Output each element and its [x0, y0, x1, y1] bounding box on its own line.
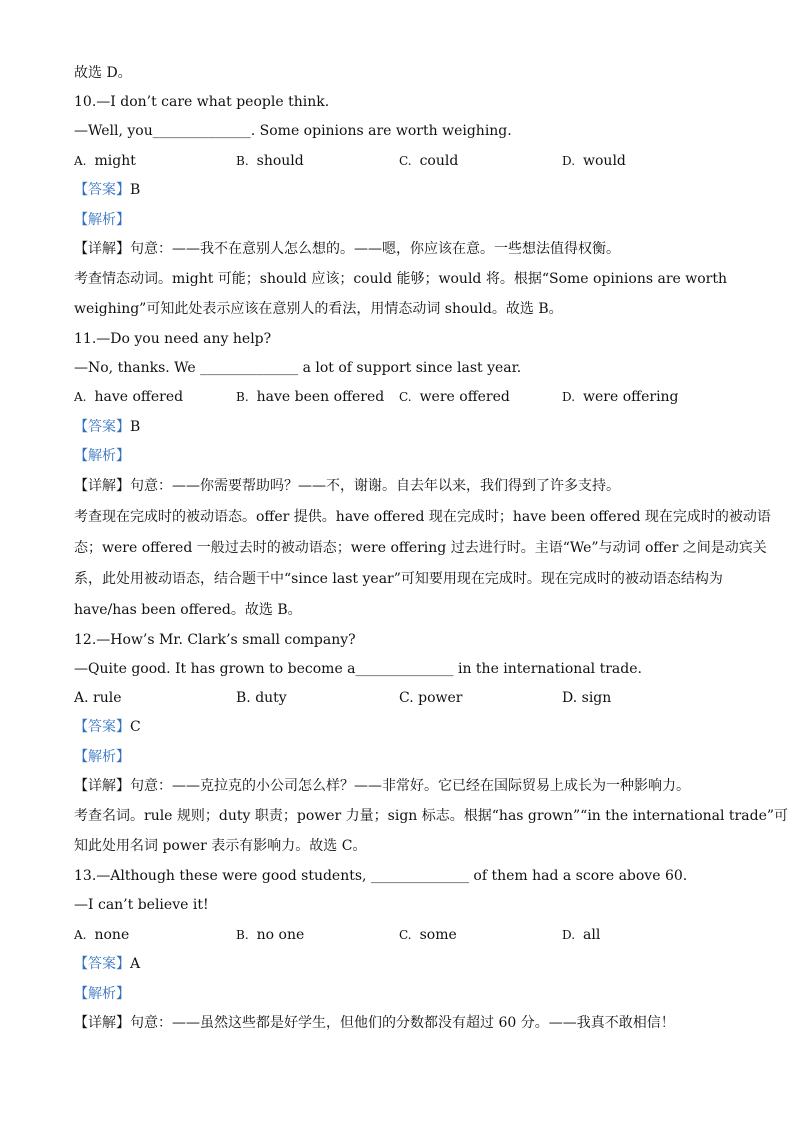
option-key: C. [399, 390, 412, 404]
answer-label: 【答案】 [74, 419, 130, 435]
option-key: D. [562, 928, 576, 942]
option-text: have been offered [256, 389, 385, 405]
q10-analysis-label: 【解析】 [74, 212, 130, 228]
q13-stem-line2: —I can’t believe it! [74, 897, 209, 913]
q11-option-a [74, 388, 183, 406]
q13-option-c [399, 926, 457, 944]
q12-stem-line1: 12.—How’s Mr. Clark’s small company? [74, 632, 356, 648]
q13-detail: 【详解】句意：——虽然这些都是好学生，但他们的分数都没有超过 60 分。——我真不敢相信！ [74, 1015, 675, 1031]
option-text: were offered [419, 389, 510, 405]
q11-detail: 【详解】句意：——你需要帮助吗？——不，谢谢。自去年以来，我们得到了许多支持。 [74, 478, 620, 494]
q13-option-b [236, 926, 304, 944]
q11-explanation-line3: 系，此处用被动语态，结合题干中“since last year”可知要用现在完成时。现在完成时的被动语态结构为 [74, 571, 723, 587]
option-key: A. [74, 928, 87, 942]
option-key: B. [236, 390, 249, 404]
option-text: all [583, 927, 601, 943]
q11-option-d [562, 388, 679, 406]
q10-detail: 【详解】句意：——我不在意别人怎么想的。——嗯，你应该在意。一些想法值得权衡。 [74, 241, 620, 257]
option-key: D. [562, 154, 576, 168]
q11-explanation-line1: 考查现在完成时的被动语态。offer 提供。have offered 现在完成时；have been offered 现在完成时的被动语 [74, 509, 771, 525]
q13-stem-line1: 13.—Although these were good students, ______________ of them had a score above 60. [74, 868, 688, 884]
option-key: B. [236, 154, 249, 168]
answer-value: A [130, 956, 141, 972]
q11-explanation-line2: 态；were offered 一般过去时的被动语态；were offering 过去进行时。主语“We”与动词 offer 之间是动宾关 [74, 540, 767, 556]
option-key: C. [399, 690, 414, 706]
option-text: rule [93, 690, 122, 706]
option-text: no one [256, 927, 305, 943]
q10-option-b [236, 152, 304, 170]
option-key: B. [236, 690, 251, 706]
previous-conclusion: 故选 D。 [74, 65, 132, 81]
option-text: sign [581, 690, 612, 706]
q13-answer [74, 955, 140, 973]
q12-stem-line2: —Quite good. It has grown to become a______________ in the international trade. [74, 661, 642, 677]
option-text: were offering [583, 389, 679, 405]
q10-stem-line2: —Well, you______________. Some opinions are worth weighing. [74, 123, 512, 139]
option-key: A. [74, 154, 87, 168]
q12-explanation-line1: 考查名词。rule 规则；duty 职责；power 力量；sign 标志。根据“has grown”“in the international trade”可 [74, 808, 789, 824]
option-text: could [419, 153, 459, 169]
answer-value: B [130, 182, 141, 198]
option-key: D. [562, 690, 578, 706]
q11-stem-line1: 11.—Do you need any help? [74, 331, 272, 347]
option-text: some [419, 927, 457, 943]
q12-option-b [236, 689, 287, 707]
q13-analysis-label: 【解析】 [74, 986, 130, 1002]
q12-answer [74, 718, 141, 736]
q11-stem-line2: —No, thanks. We ______________ a lot of support since last year. [74, 360, 522, 376]
q11-option-b [236, 388, 384, 406]
answer-label: 【答案】 [74, 719, 130, 735]
q12-analysis-label: 【解析】 [74, 749, 130, 765]
option-key: D. [562, 390, 576, 404]
option-text: might [94, 153, 136, 169]
q13-option-a [74, 926, 129, 944]
option-text: have offered [94, 389, 184, 405]
answer-value: B [130, 419, 141, 435]
option-key: C. [399, 154, 412, 168]
q12-explanation-line2: 知此处用名词 power 表示有影响力。故选 C。 [74, 838, 367, 854]
option-key: A. [74, 690, 89, 706]
q10-answer [74, 181, 140, 199]
answer-value: C [130, 719, 141, 735]
option-key: C. [399, 928, 412, 942]
q11-answer [74, 418, 140, 436]
q11-analysis-label: 【解析】 [74, 448, 130, 464]
q10-explanation-line1: 考查情态动词。might 可能；should 应该；could 能够；would 将。根据“Some opinions are worth [74, 271, 727, 287]
q12-option-d [562, 689, 611, 707]
option-text: none [94, 927, 130, 943]
q11-option-c [399, 388, 510, 406]
q10-explanation-line2: weighing”可知此处表示应该在意别人的看法，用情态动词 should。故选 B。 [74, 301, 563, 317]
q10-option-d [562, 152, 626, 170]
q12-option-c [399, 689, 462, 707]
q10-stem-line1: 10.—I don’t care what people think. [74, 94, 330, 110]
option-text: duty [255, 690, 287, 706]
option-key: A. [74, 390, 87, 404]
option-text: should [256, 153, 304, 169]
q12-detail: 【详解】句意：——克拉克的小公司怎么样？——非常好。它已经在国际贸易上成长为一种影响力。 [74, 778, 690, 794]
q13-option-d [562, 926, 600, 944]
answer-label: 【答案】 [74, 956, 130, 972]
q12-option-a [74, 689, 122, 707]
option-text: power [418, 690, 463, 706]
q10-option-c [399, 152, 458, 170]
answer-label: 【答案】 [74, 182, 130, 198]
q10-option-a [74, 152, 136, 170]
option-key: B. [236, 928, 249, 942]
option-text: would [583, 153, 626, 169]
q11-explanation-line4: have/has been offered。故选 B。 [74, 602, 302, 618]
